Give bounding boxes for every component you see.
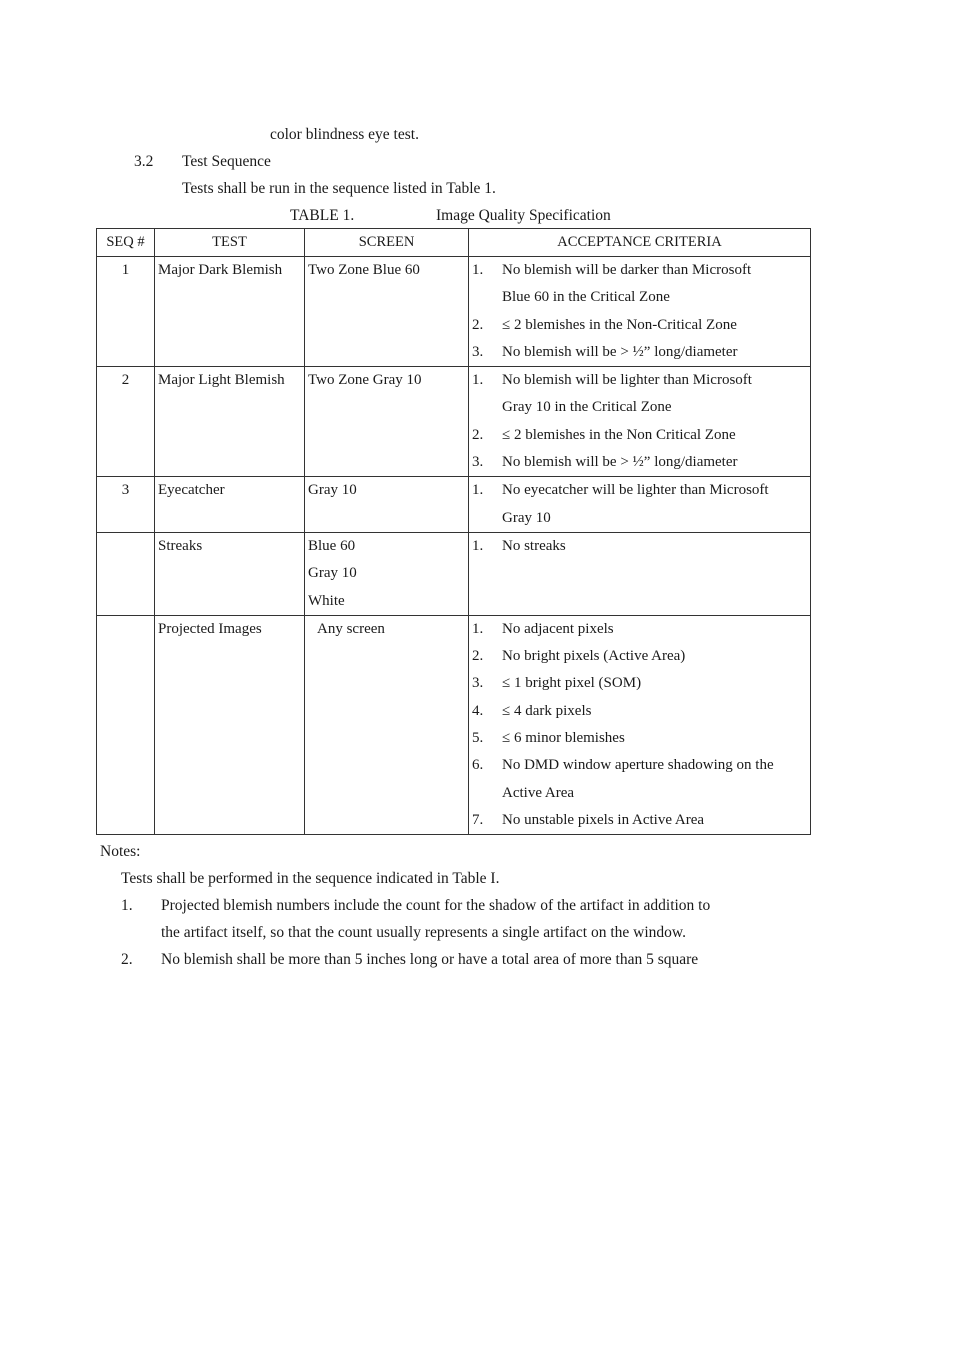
criteria-number: 3.: [472, 343, 484, 360]
test-name: Eyecatcher: [158, 482, 225, 499]
note-text: the artifact itself, so that the count usually represents a single artifact on the window.: [161, 924, 686, 941]
cell-acceptance-criteria: [469, 615, 811, 834]
criteria-item: [469, 780, 810, 807]
screen-name: White: [308, 592, 345, 609]
cell-seq: [97, 257, 155, 367]
note-number: 2.: [121, 951, 133, 968]
screen-name: Gray 10: [308, 482, 357, 499]
criteria-text: ≤ 1 bright pixel (SOM): [502, 675, 642, 692]
cell-acceptance-criteria: [469, 532, 811, 615]
criteria-item: [469, 698, 810, 725]
table-row: [97, 532, 811, 615]
test-name: Streaks: [158, 537, 203, 554]
note-text: No blemish shall be more than 5 inches long or have a total area of more than 5 square: [161, 951, 699, 968]
criteria-text: Active Area: [502, 784, 575, 801]
section-title: Test Sequence: [182, 153, 271, 170]
criteria-item: [469, 588, 810, 615]
criteria-text: ≤ 6 minor blemishes: [502, 730, 625, 747]
criteria-number: [469, 780, 502, 807]
criteria-item: [469, 312, 810, 339]
criteria-item: [469, 533, 810, 560]
test-name: Major Light Blemish: [158, 372, 285, 389]
section-text: Tests shall be run in the sequence listed in Table 1.: [182, 180, 496, 197]
criteria-text: Gray 10: [502, 509, 551, 526]
criteria-text: [502, 588, 810, 615]
cell-seq: [97, 615, 155, 834]
cell-acceptance-criteria: [469, 367, 811, 477]
table-row: [97, 477, 811, 533]
criteria-number: 5.: [472, 730, 484, 747]
table-row: [97, 615, 811, 834]
criteria-item: [469, 616, 810, 643]
criteria-number: [469, 560, 502, 587]
criteria-text: ≤ 4 dark pixels: [502, 702, 592, 719]
criteria-number: 1.: [472, 620, 484, 637]
criteria-text: No blemish will be > ½” long/diameter: [502, 454, 738, 471]
criteria-item: [469, 643, 810, 670]
criteria-number: [469, 394, 502, 421]
notes-intro: Tests shall be performed in the sequence indicated in Table I.: [121, 870, 500, 887]
seq-number: [97, 533, 154, 560]
criteria-number: 1.: [472, 537, 484, 554]
criteria-text: No blemish will be darker than Microsoft: [502, 262, 752, 278]
criteria-item: [469, 449, 810, 476]
criteria-item: [469, 339, 810, 366]
cell-screen: [305, 532, 469, 615]
criteria-item: [469, 725, 810, 752]
criteria-item: [469, 367, 810, 394]
criteria-number: 4.: [472, 702, 484, 719]
cell-screen: [305, 477, 469, 533]
cell-test: [155, 477, 305, 533]
header-screen: SCREEN: [305, 229, 469, 257]
table-caption-title: Image Quality Specification: [436, 207, 611, 224]
header-test: TEST: [155, 229, 305, 257]
test-name: Major Dark Blemish: [158, 262, 283, 278]
image-quality-table: [96, 228, 811, 835]
criteria-text: No bright pixels (Active Area): [502, 648, 686, 665]
criteria-text: No unstable pixels in Active Area: [502, 811, 705, 828]
criteria-item: [469, 752, 810, 779]
criteria-item: [469, 422, 810, 449]
criteria-text: ≤ 2 blemishes in the Non-Critical Zone: [502, 316, 737, 333]
screen-name: Any screen: [317, 620, 385, 637]
table-row: [97, 257, 811, 367]
criteria-number: 6.: [472, 757, 484, 774]
criteria-text: ≤ 2 blemishes in the Non Critical Zone: [502, 426, 736, 443]
criteria-item: [469, 477, 810, 504]
screen-name: Two Zone Gray 10: [308, 372, 422, 389]
criteria-number: 2.: [472, 316, 484, 333]
table-header-row: [97, 229, 811, 257]
seq-number: [97, 616, 154, 643]
screen-name: Blue 60: [308, 537, 356, 554]
criteria-item: [469, 257, 810, 284]
criteria-item: [469, 284, 810, 311]
screen-name: Two Zone Blue 60: [308, 262, 420, 278]
criteria-number: [469, 284, 502, 311]
notes-heading: Notes:: [100, 843, 141, 860]
criteria-text: [502, 560, 810, 587]
cell-screen: [305, 367, 469, 477]
cell-test: [155, 257, 305, 367]
criteria-number: 1.: [472, 372, 484, 389]
table-caption-label: TABLE 1.: [290, 207, 355, 224]
cell-seq: [97, 367, 155, 477]
intro-line: color blindness eye test.: [270, 126, 419, 143]
criteria-text: No blemish will be lighter than Microsoft: [502, 372, 752, 389]
criteria-number: 7.: [472, 811, 484, 828]
cell-screen: [305, 257, 469, 367]
criteria-item: [469, 807, 810, 834]
criteria-text: Gray 10 in the Critical Zone: [502, 399, 672, 416]
cell-test: [155, 532, 305, 615]
header-seq: SEQ #: [97, 229, 155, 257]
cell-seq: [97, 532, 155, 615]
criteria-text: No streaks: [502, 537, 566, 554]
seq-number: 2: [121, 372, 130, 389]
criteria-item: [469, 560, 810, 587]
criteria-number: 3.: [472, 454, 484, 471]
criteria-number: 3.: [472, 675, 484, 692]
seq-number: 1: [121, 262, 130, 278]
cell-seq: [97, 477, 155, 533]
cell-acceptance-criteria: [469, 477, 811, 533]
criteria-item: [469, 505, 810, 532]
section-number: 3.2: [134, 153, 154, 170]
criteria-number: [469, 505, 502, 532]
criteria-text: No eyecatcher will be lighter than Microsoft: [502, 482, 769, 499]
cell-test: [155, 615, 305, 834]
criteria-number: 2.: [472, 648, 484, 665]
criteria-text: No blemish will be > ½” long/diameter: [502, 343, 738, 360]
test-name: Projected Images: [158, 620, 262, 637]
criteria-number: 1.: [472, 262, 484, 278]
criteria-number: 2.: [472, 426, 484, 443]
criteria-item: [469, 394, 810, 421]
table-row: [97, 367, 811, 477]
note-number: 1.: [121, 897, 133, 914]
cell-acceptance-criteria: [469, 257, 811, 367]
cell-screen: [305, 615, 469, 834]
criteria-text: No adjacent pixels: [502, 620, 614, 637]
note-text: Projected blemish numbers include the count for the shadow of the artifact in addition to: [161, 897, 711, 914]
criteria-number: [469, 588, 502, 615]
criteria-text: No DMD window aperture shadowing on the: [502, 757, 774, 774]
header-acceptance-criteria: ACCEPTANCE CRITERIA: [469, 229, 811, 257]
criteria-item: [469, 670, 810, 697]
criteria-text: Blue 60 in the Critical Zone: [502, 289, 670, 306]
criteria-number: 1.: [472, 482, 484, 499]
cell-test: [155, 367, 305, 477]
screen-name: Gray 10: [308, 565, 357, 582]
seq-number: 3: [121, 482, 130, 499]
